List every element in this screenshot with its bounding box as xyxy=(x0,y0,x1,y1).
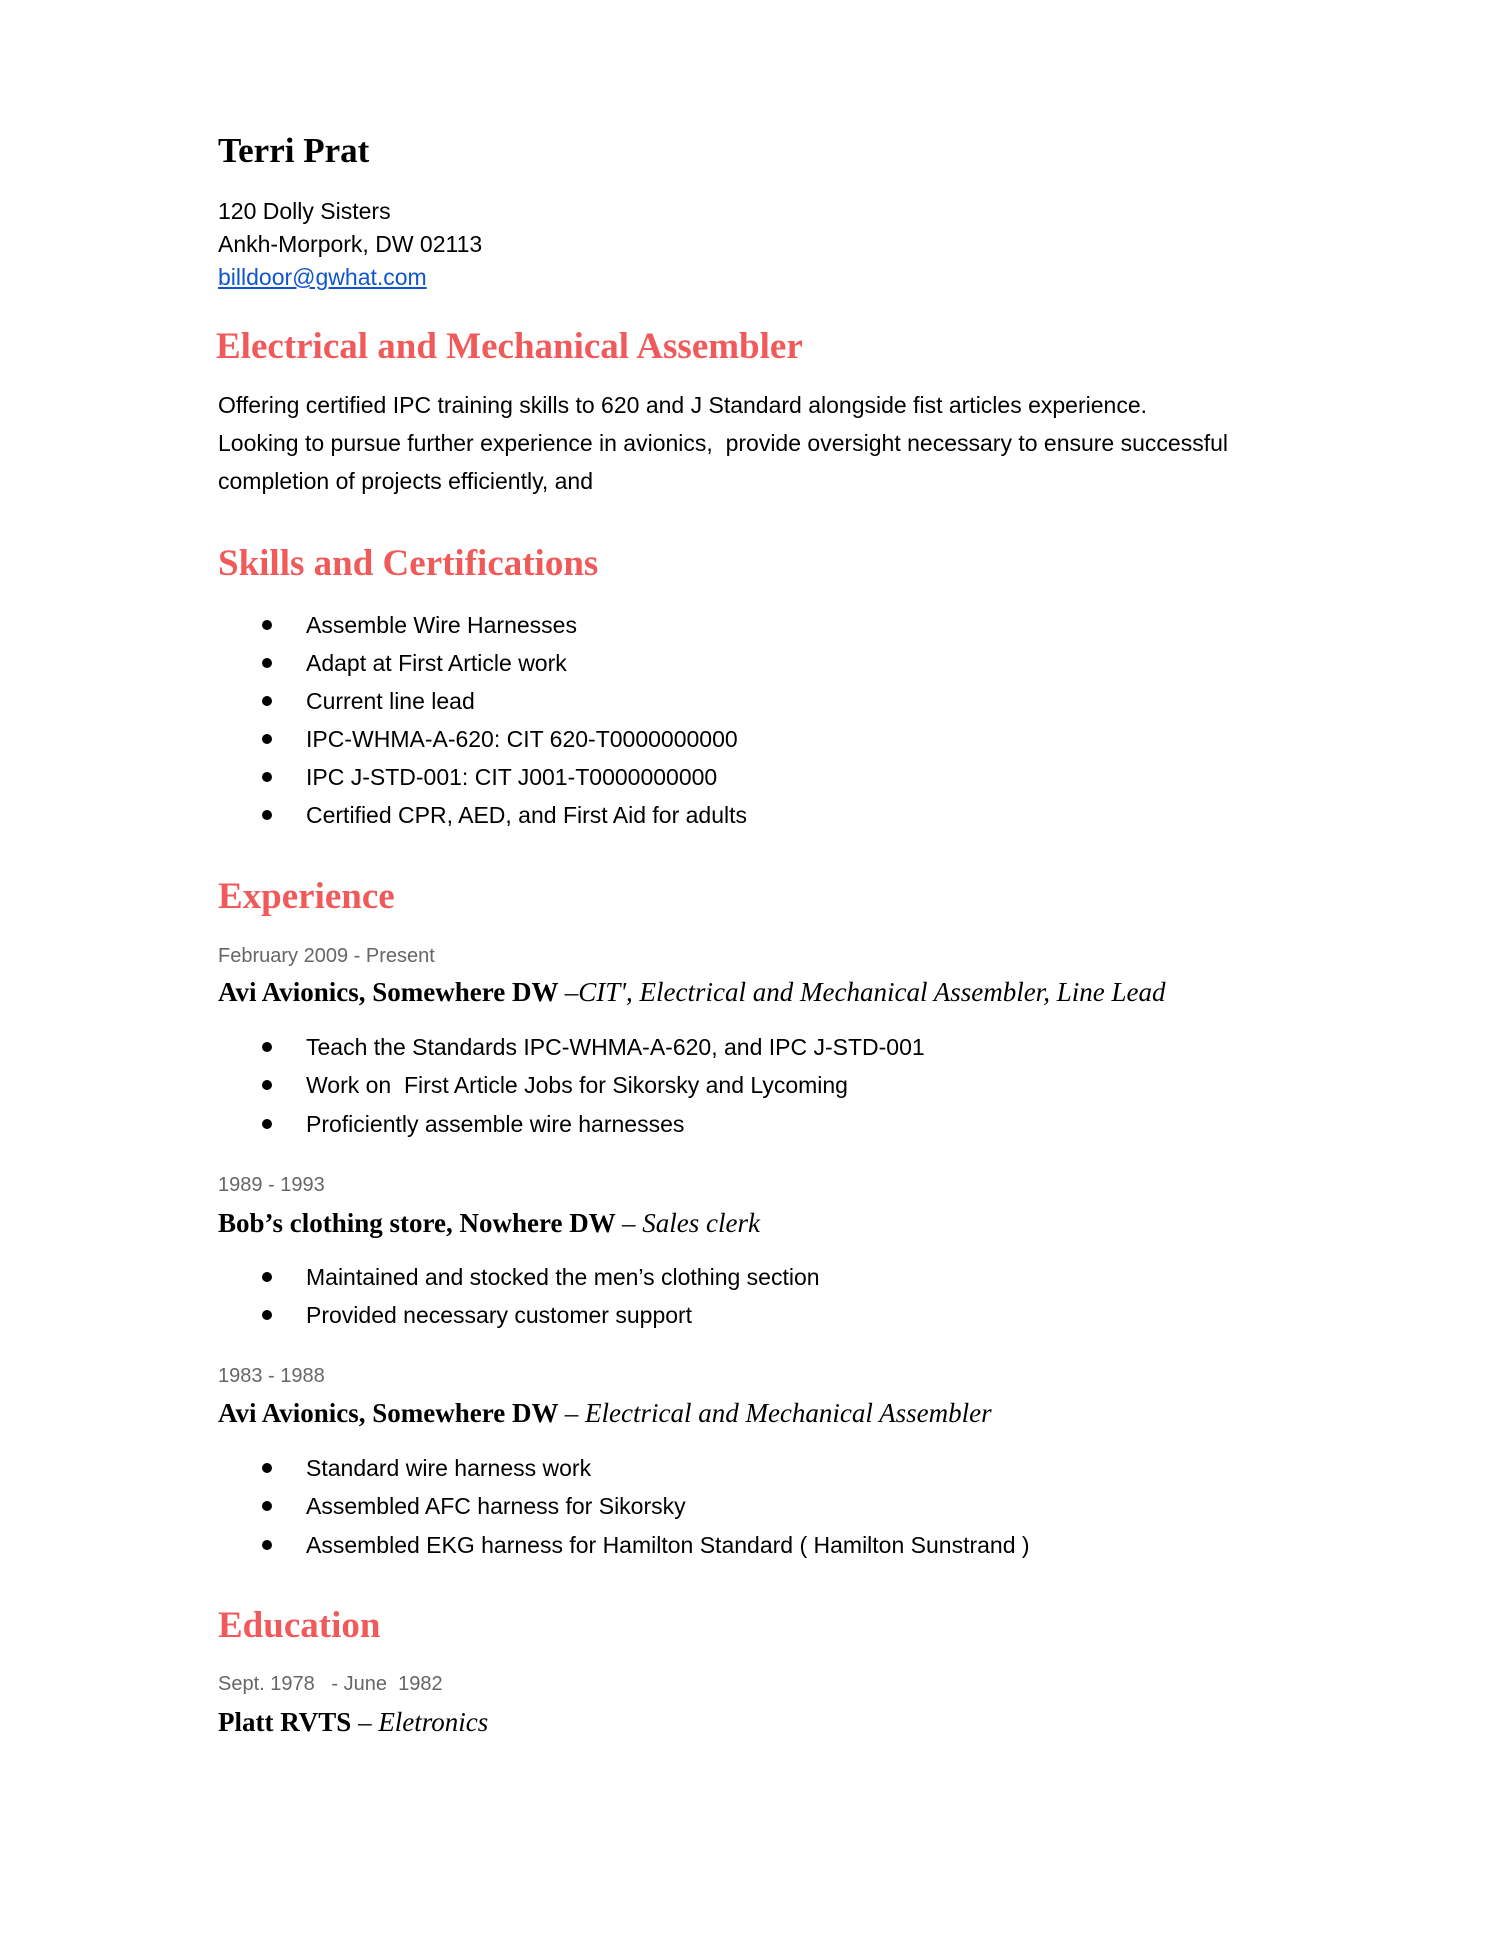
summary-line: Looking to pursue further experience in avionics, provide oversight necessary to ensure successful xyxy=(218,430,1228,456)
job-bullet: Standard wire harness work xyxy=(262,1448,591,1488)
skill-item: Assemble Wire Harnesses xyxy=(262,605,577,645)
job-bullet: Assembled AFC harness for Sikorsky xyxy=(262,1486,686,1526)
skills-heading: Skills and Certifications xyxy=(218,543,599,584)
job-title: Avi Avionics, Somewhere DW – Electrical and Mechanical Assembler xyxy=(218,1398,992,1428)
bullet-icon xyxy=(262,1119,272,1129)
job-bullet: Teach the Standards IPC-WHMA-A-620, and IPC J-STD-001 xyxy=(262,1027,925,1067)
job-dates: February 2009 - Present xyxy=(218,945,435,967)
skill-item: Adapt at First Article work xyxy=(262,643,567,683)
job-bullet: Assembled EKG harness for Hamilton Standard ( Hamilton Sunstrand ) xyxy=(262,1525,1030,1565)
bullet-icon xyxy=(262,1540,272,1550)
job-bullet: Provided necessary customer support xyxy=(262,1295,692,1335)
job-bullet: Work on First Article Jobs for Sikorsky and Lycoming xyxy=(262,1065,848,1105)
job-title: Bob’s clothing store, Nowhere DW – Sales clerk xyxy=(218,1208,760,1238)
bullet-icon xyxy=(262,734,272,744)
job-dates: 1983 - 1988 xyxy=(218,1365,325,1387)
experience-heading: Experience xyxy=(218,876,395,917)
address-line-1: 120 Dolly Sisters xyxy=(218,198,391,224)
education-entry: Platt RVTS – Eletronics xyxy=(218,1707,489,1737)
candidate-name: Terri Prat xyxy=(218,131,370,170)
summary-line: Offering certified IPC training skills to 620 and J Standard alongside fist articles experience. xyxy=(218,392,1148,418)
bullet-icon xyxy=(262,1272,272,1282)
skill-item: Current line lead xyxy=(262,681,475,721)
job-title: Avi Avionics, Somewhere DW –CITʹ, Electrical and Mechanical Assembler, Line Lead xyxy=(218,977,1166,1007)
bullet-icon xyxy=(262,772,272,782)
bullet-icon xyxy=(262,810,272,820)
email-link[interactable]: billdoor@gwhat.com xyxy=(218,264,427,290)
education-heading: Education xyxy=(218,1605,381,1646)
job-dates: 1989 - 1993 xyxy=(218,1174,325,1196)
skill-item: IPC-WHMA-A-620: CIT 620-T0000000000 xyxy=(262,719,738,759)
bullet-icon xyxy=(262,1463,272,1473)
education-dates: Sept. 1978 - June 1982 xyxy=(218,1673,443,1695)
skill-item: IPC J-STD-001: CIT J001-T0000000000 xyxy=(262,757,717,797)
objective-title: Electrical and Mechanical Assembler xyxy=(216,326,803,367)
skill-item: Certified CPR, AED, and First Aid for adults xyxy=(262,795,747,835)
address-line-2: Ankh-Morpork, DW 02113 xyxy=(218,231,483,257)
bullet-icon xyxy=(262,1080,272,1090)
job-bullet: Proficiently assemble wire harnesses xyxy=(262,1104,684,1144)
bullet-icon xyxy=(262,1310,272,1320)
bullet-icon xyxy=(262,696,272,706)
bullet-icon xyxy=(262,1501,272,1511)
bullet-icon xyxy=(262,658,272,668)
bullet-icon xyxy=(262,620,272,630)
summary-line: completion of projects efficiently, and xyxy=(218,468,594,494)
bullet-icon xyxy=(262,1042,272,1052)
job-bullet: Maintained and stocked the men’s clothing section xyxy=(262,1257,820,1297)
